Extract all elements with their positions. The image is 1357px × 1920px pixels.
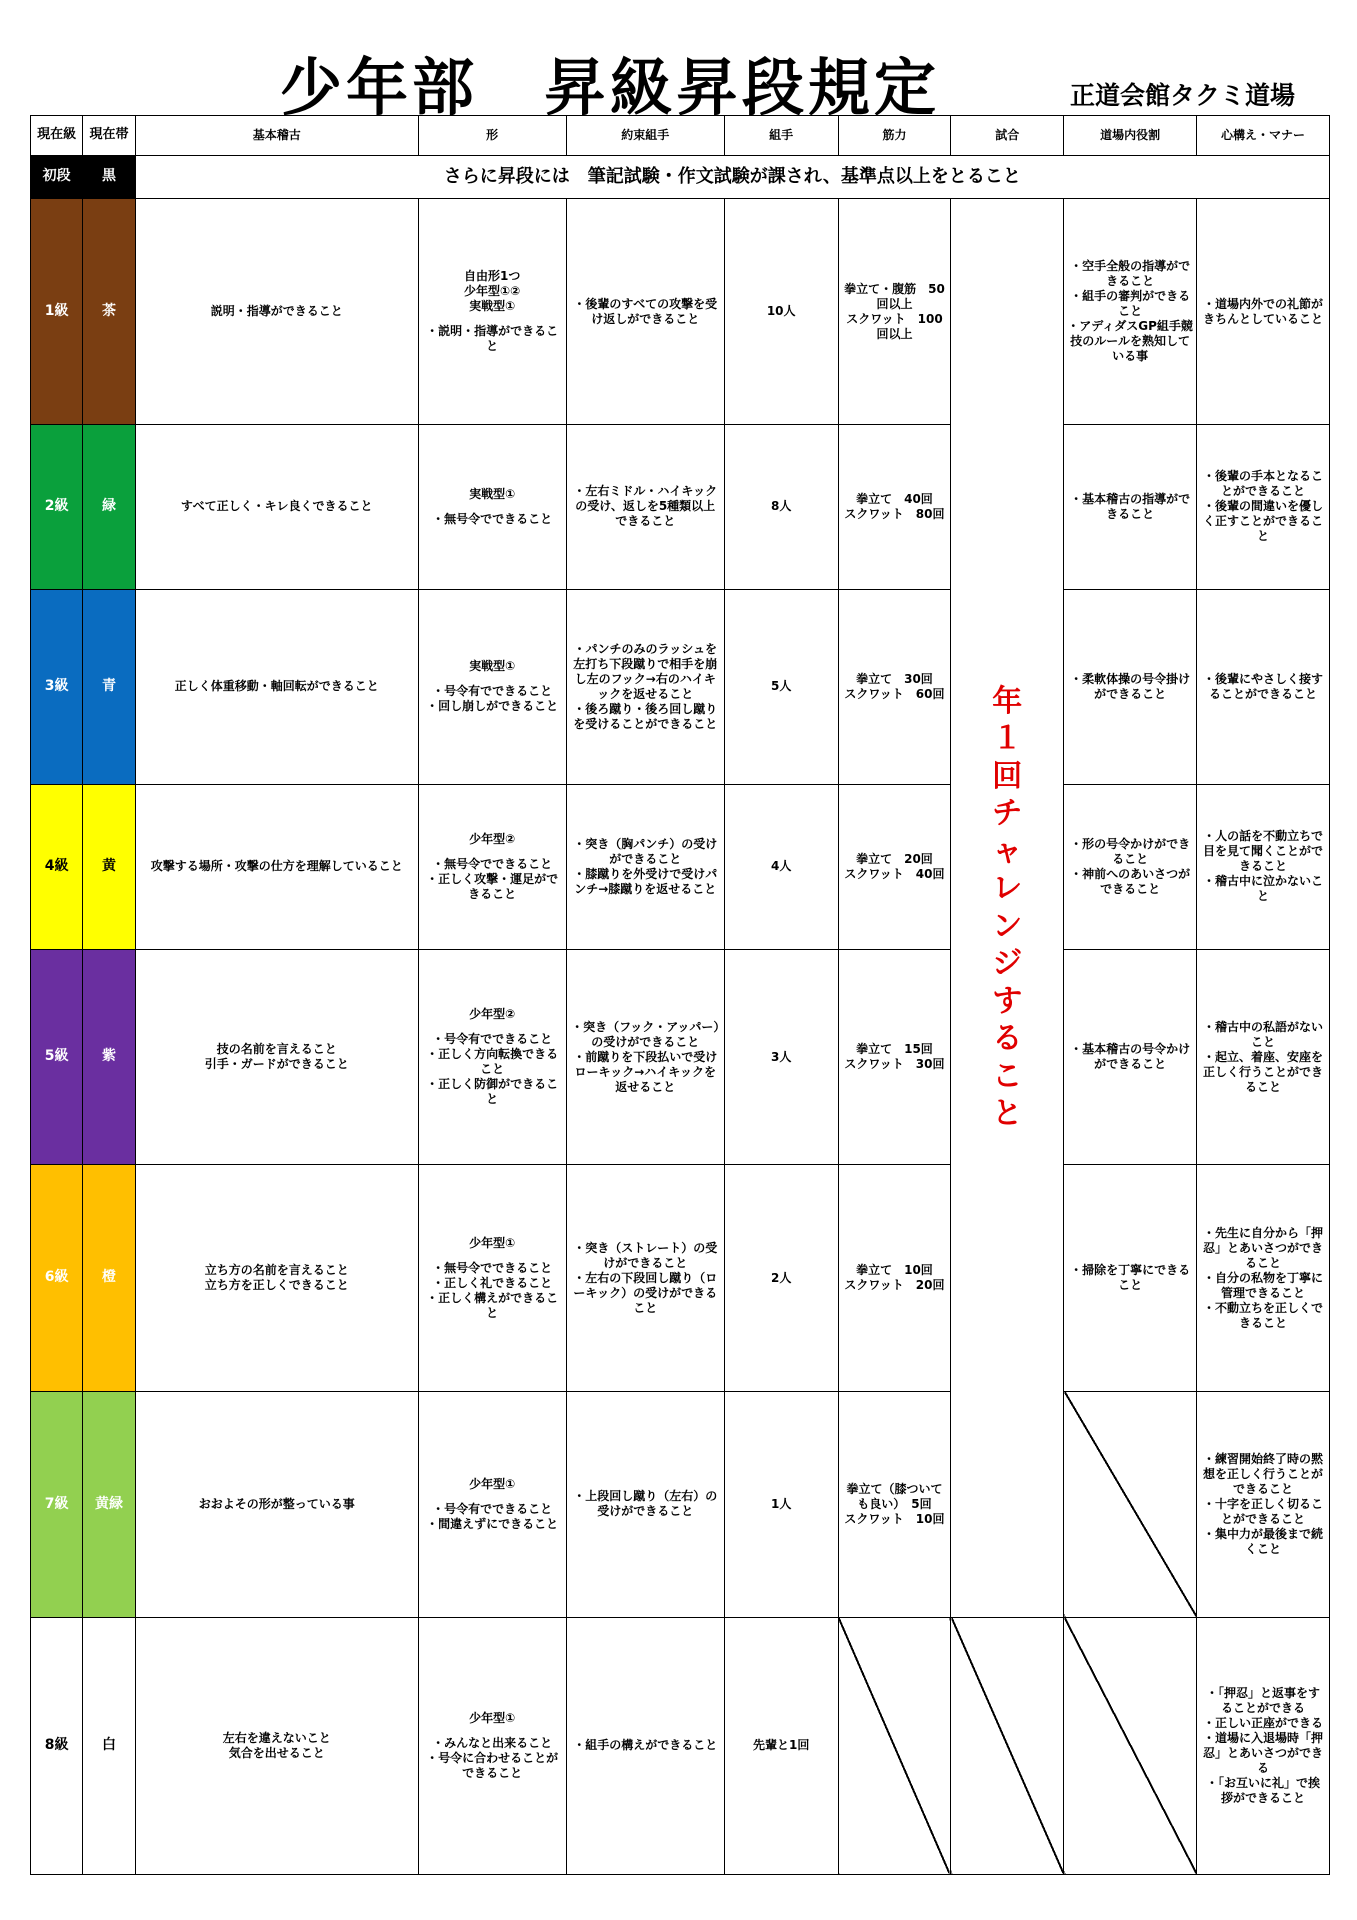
basic-cell <box>135 199 418 425</box>
yakusoku-cell <box>566 949 724 1165</box>
basic-cell-line: 正しく体重移動・軸回転ができること <box>174 679 379 694</box>
rank-requirements-table <box>30 115 1330 1875</box>
yakusoku-cell <box>566 785 724 950</box>
match-char: る <box>992 1021 1023 1057</box>
strength-cell-line: 拳立て 10回 <box>856 1263 933 1278</box>
belt-cell: 黄 <box>83 785 135 950</box>
rank-row <box>31 1391 1330 1617</box>
belt-cell: 青 <box>83 589 135 784</box>
header-yakusoku: 約束組手 <box>566 116 724 156</box>
manner-cell-line: ・後輩にやさしく接することができること <box>1203 671 1324 701</box>
strength-cell-line: 拳立て 15回 <box>856 1042 933 1057</box>
manner-cell-line: ・稽古中の私語がないこと <box>1203 1019 1324 1049</box>
kumite-cell: 1人 <box>724 1391 838 1617</box>
kata-cell <box>418 199 566 425</box>
yakusoku-cell <box>566 1165 724 1391</box>
role-cell-line: ・組手の審判ができること <box>1070 289 1191 319</box>
yakusoku-cell-line: ・突き（ストレート）の受けができること <box>573 1240 718 1270</box>
kata-cell-line: ・回し崩しができること <box>426 699 559 714</box>
basic-cell-line: 攻撃する場所・攻撃の仕方を理解していること <box>150 859 403 874</box>
basic-cell-line: 立ち方を正しくできること <box>204 1278 349 1293</box>
strength-cell-line: 拳立て 30回 <box>856 671 933 686</box>
role-cell <box>1064 589 1197 784</box>
role-cell-line: ・基本稽古の指導ができること <box>1070 491 1191 521</box>
yakusoku-cell <box>566 425 724 590</box>
strength-cell-line: スクワット 40回 <box>844 866 945 881</box>
yakusoku-cell-line: ・膝蹴りを外受けで受けパンチ→膝蹴りを返せること <box>573 866 718 896</box>
kata-cell-line <box>422 1726 563 1736</box>
manner-cell <box>1197 589 1330 784</box>
yakusoku-cell-line: ・後輩のすべての攻撃を受け返しができること <box>573 296 718 326</box>
kata-cell-line: 少年型① <box>469 1235 516 1250</box>
role-cell <box>1064 949 1197 1165</box>
kata-cell-line: 少年型① <box>469 1710 516 1725</box>
rank-row <box>31 949 1330 1165</box>
belt-cell: 橙 <box>83 1165 135 1391</box>
header-kumite: 組手 <box>724 116 838 156</box>
manner-cell <box>1197 199 1330 425</box>
level-cell: 2級 <box>31 425 83 590</box>
kumite-cell: 3人 <box>724 949 838 1165</box>
manner-cell <box>1197 949 1330 1165</box>
strength-cell <box>838 589 951 784</box>
kata-cell-line: ・正しく防御ができること <box>426 1077 559 1107</box>
match-char: 回 <box>992 758 1023 794</box>
manner-cell <box>1197 785 1330 950</box>
rank-row <box>31 785 1330 950</box>
match-cell <box>951 199 1064 1618</box>
match-char: ャ <box>992 833 1023 869</box>
manner-cell-line: ・起立、着座、安座を正しく行うことができること <box>1203 1049 1324 1094</box>
strength-cell-line: スクワット 30回 <box>844 1057 945 1072</box>
yakusoku-cell-line: ・前蹴りを下段払いで受けローキック→ハイキックを返せること <box>573 1049 718 1094</box>
shodan-note: さらに昇段には 筆記試験・作文試験が課され、基準点以上をとること <box>135 156 1329 199</box>
kata-cell-line: 自由形1つ <box>464 269 521 284</box>
role-cell <box>1064 199 1197 425</box>
kumite-cell: 10人 <box>724 199 838 425</box>
strength-cell-line: スクワット 10回 <box>844 1511 945 1526</box>
manner-cell-line: ・道場に入退場時「押忍」とあいさつができる <box>1203 1730 1324 1775</box>
match-char: ジ <box>992 946 1023 982</box>
yakusoku-cell-line: ・突き（胸パンチ）の受けができること <box>573 836 718 866</box>
strength-cell-line: スクワット 60回 <box>844 686 945 701</box>
level-cell: 8級 <box>31 1617 83 1874</box>
header-manner: 心構え・マナー <box>1197 116 1330 156</box>
manner-cell-line: ・先生に自分から「押忍」とあいさつができること <box>1203 1225 1324 1270</box>
role-cell-line: ・基本稽古の号令かけができること <box>1070 1042 1191 1072</box>
match-char: １ <box>992 721 1023 757</box>
belt-cell: 緑 <box>83 425 135 590</box>
level-cell: 4級 <box>31 785 83 950</box>
strength-cell-line: 拳立て 20回 <box>856 851 933 866</box>
kata-cell-line: 実戦型① <box>469 659 516 674</box>
kata-cell <box>418 589 566 784</box>
kata-cell-line: ・正しく礼できること <box>432 1275 553 1290</box>
strength-cell-line: スクワット 100回以上 <box>846 311 943 341</box>
strength-cell <box>838 199 951 425</box>
rank-row <box>31 589 1330 784</box>
manner-cell-line: ・正しい正座ができる <box>1203 1715 1324 1730</box>
kumite-cell: 2人 <box>724 1165 838 1391</box>
kata-cell-line: 少年型① <box>469 1476 516 1491</box>
manner-cell-line: ・道場内外での礼節がきちんとしていること <box>1203 296 1324 326</box>
kata-cell-line: ・号令に合わせることができること <box>426 1750 559 1780</box>
manner-cell-line: ・集中力が最後まで続くこと <box>1203 1526 1324 1556</box>
role-cell <box>1064 1391 1197 1617</box>
role-cell <box>1064 1617 1197 1874</box>
manner-cell-line: ・不動立ちを正しくできること <box>1203 1300 1324 1330</box>
manner-cell-line: ・人の話を不動立ちで目を見て聞くことができること <box>1203 829 1324 874</box>
shodan-belt: 黒 <box>83 156 135 199</box>
match-cell-empty <box>951 1617 1064 1874</box>
rank-row <box>31 1165 1330 1391</box>
kata-cell-line: 少年型② <box>469 831 516 846</box>
basic-cell <box>135 785 418 950</box>
kata-cell-line: ・正しく方向転換できること <box>426 1047 559 1077</box>
header-role: 道場内役割 <box>1064 116 1197 156</box>
match-char: チ <box>992 796 1023 832</box>
rank-row <box>31 425 1330 590</box>
kata-cell-line: ・説明・指導ができること <box>426 324 559 354</box>
kata-cell-line: ・正しく構えができること <box>426 1290 559 1320</box>
strength-cell-line: スクワット 80回 <box>844 506 945 521</box>
kata-cell-line: ・みんなと出来ること <box>432 1735 553 1750</box>
role-cell <box>1064 1165 1197 1391</box>
role-cell-line: ・空手全般の指導ができること <box>1070 259 1191 289</box>
kata-cell-line <box>422 502 563 512</box>
kata-cell-line <box>422 1492 563 1502</box>
kumite-cell: 8人 <box>724 425 838 590</box>
strength-cell <box>838 1165 951 1391</box>
kata-cell-line: ・号令有でできること <box>432 1501 553 1516</box>
level-cell: 5級 <box>31 949 83 1165</box>
match-char: と <box>992 1096 1023 1132</box>
role-cell-line: ・掃除を丁寧にできること <box>1070 1263 1191 1293</box>
kata-cell <box>418 425 566 590</box>
strength-cell <box>838 785 951 950</box>
kata-cell-line: 少年型①② <box>464 284 521 299</box>
role-cell-line: ・神前へのあいさつができること <box>1070 866 1191 896</box>
basic-cell <box>135 425 418 590</box>
yakusoku-cell-line: ・左右の下段回し蹴り（ローキック）の受けができること <box>573 1270 718 1315</box>
kumite-cell: 4人 <box>724 785 838 950</box>
header-current-level: 現在級 <box>31 116 83 156</box>
basic-cell <box>135 1391 418 1617</box>
kumite-cell: 5人 <box>724 589 838 784</box>
match-char: 年 <box>992 683 1023 719</box>
basic-cell-line: すべて正しく・キレ良くできること <box>180 499 373 514</box>
belt-cell: 紫 <box>83 949 135 1165</box>
strength-cell-line: 拳立て（膝ついても良い） 5回 <box>846 1481 943 1511</box>
match-char: こ <box>992 1058 1023 1094</box>
strength-cell <box>838 1391 951 1617</box>
yakusoku-cell-line: ・突き（フック・アッパー）の受けができること <box>571 1019 720 1049</box>
strength-cell-line: スクワット 20回 <box>844 1278 945 1293</box>
basic-cell <box>135 1617 418 1874</box>
kata-cell-line <box>422 847 563 857</box>
yakusoku-cell-line: ・組手の構えができること <box>573 1738 718 1753</box>
kata-cell-line: ・無号令でできること <box>432 1260 553 1275</box>
kata-cell-line: ・号令有でできること <box>432 684 553 699</box>
yakusoku-cell <box>566 589 724 784</box>
kata-cell-line: 実戦型① <box>469 299 516 314</box>
kata-cell-line <box>422 1251 563 1261</box>
manner-cell <box>1197 1617 1330 1874</box>
level-cell: 6級 <box>31 1165 83 1391</box>
manner-cell <box>1197 1391 1330 1617</box>
yakusoku-cell-line: ・左右ミドル・ハイキックの受け、返しを5種類以上できること <box>573 484 718 529</box>
strength-cell <box>838 425 951 590</box>
kata-cell-line: 少年型② <box>469 1007 516 1022</box>
yakusoku-cell-line: ・後ろ蹴り・後ろ回し蹴りを受けることができること <box>573 701 718 731</box>
basic-cell-line: おおよその形が整っている事 <box>198 1496 355 1511</box>
kata-cell-line <box>422 1022 563 1032</box>
kata-cell <box>418 1617 566 1874</box>
level-cell: 3級 <box>31 589 83 784</box>
manner-cell-line: ・十字を正しく切ることができること <box>1203 1496 1324 1526</box>
role-cell <box>1064 425 1197 590</box>
role-cell <box>1064 785 1197 950</box>
yakusoku-cell <box>566 1617 724 1874</box>
header-current-belt: 現在帯 <box>83 116 135 156</box>
yakusoku-cell <box>566 1391 724 1617</box>
basic-cell <box>135 1165 418 1391</box>
role-cell-line: ・アディダスGP組手競技のルールを熟知している事 <box>1067 319 1193 364</box>
basic-cell-line: 立ち方の名前を言えること <box>204 1263 349 1278</box>
kata-cell-line: ・無号令でできること <box>432 856 553 871</box>
kata-cell-line: ・無号令でできること <box>432 511 553 526</box>
rank-row <box>31 1617 1330 1874</box>
basic-cell <box>135 949 418 1165</box>
basic-cell-line: 説明・指導ができること <box>210 304 343 319</box>
match-vertical-text <box>954 683 1060 1133</box>
manner-cell-line: ・後輩の間違いを優しく正すことができること <box>1203 499 1324 544</box>
level-cell: 1級 <box>31 199 83 425</box>
page-title: 少年部 昇級昇段規定 <box>280 51 941 124</box>
header-strength: 筋力 <box>838 116 951 156</box>
yakusoku-cell-line: ・パンチのみのラッシュを左打ち下段蹴りで相手を崩し左のフック→右のハイキックを返せること <box>573 641 718 701</box>
strength-cell <box>838 1617 951 1874</box>
kumite-cell: 先輩と1回 <box>724 1617 838 1874</box>
kata-cell <box>418 785 566 950</box>
kata-cell-line: ・間違えずにできること <box>426 1516 559 1531</box>
level-cell: 7級 <box>31 1391 83 1617</box>
strength-cell-line: 拳立て・腹筋 50回以上 <box>844 281 945 311</box>
manner-cell-line: ・「お互いに礼」で挨拶ができること <box>1206 1775 1321 1805</box>
kata-cell <box>418 949 566 1165</box>
header-basic: 基本稽古 <box>135 116 418 156</box>
kata-cell-line: 実戦型① <box>469 486 516 501</box>
kata-cell-line <box>422 314 563 324</box>
kata-cell <box>418 1391 566 1617</box>
manner-cell-line: ・「押忍」と返事をすることができる <box>1206 1685 1321 1715</box>
basic-cell-line: 左右を違えないこと <box>222 1730 331 1745</box>
manner-cell-line: ・練習開始終了時の黙想を正しく行うことができること <box>1203 1451 1324 1496</box>
header-row <box>31 116 1330 156</box>
match-char: す <box>992 983 1023 1019</box>
header-match: 試合 <box>951 116 1064 156</box>
strength-cell-line: 拳立て 40回 <box>856 491 933 506</box>
manner-cell-line: ・自分の私物を丁寧に管理できること <box>1203 1270 1324 1300</box>
belt-cell: 茶 <box>83 199 135 425</box>
role-cell-line: ・形の号令かけができること <box>1070 836 1191 866</box>
shodan-level: 初段 <box>31 156 83 199</box>
manner-cell-line: ・稽古中に泣かないこと <box>1203 874 1324 904</box>
manner-cell <box>1197 1165 1330 1391</box>
role-cell-line: ・柔軟体操の号令掛けができること <box>1070 671 1191 701</box>
belt-cell: 白 <box>83 1617 135 1874</box>
rank-row <box>31 199 1330 425</box>
basic-cell <box>135 589 418 784</box>
basic-cell-line: 気合を出せること <box>228 1745 325 1760</box>
yakusoku-cell <box>566 199 724 425</box>
match-char: ン <box>992 908 1023 944</box>
kata-cell-line <box>422 674 563 684</box>
kata-cell-line: ・号令有でできること <box>432 1032 553 1047</box>
match-char: レ <box>992 871 1023 907</box>
dojo-name: 正道会館タクミ道場 <box>1070 81 1296 110</box>
manner-cell <box>1197 425 1330 590</box>
basic-cell-line: 技の名前を言えること <box>216 1042 337 1057</box>
yakusoku-cell-line: ・上段回し蹴り（左右）の受けができること <box>573 1489 718 1519</box>
manner-cell-line: ・後輩の手本となることができること <box>1203 469 1324 499</box>
kata-cell-line: ・正しく攻撃・運足ができること <box>426 871 559 901</box>
shodan-row <box>31 156 1330 199</box>
belt-cell: 黄緑 <box>83 1391 135 1617</box>
kata-cell <box>418 1165 566 1391</box>
header-kata: 形 <box>418 116 566 156</box>
strength-cell <box>838 949 951 1165</box>
basic-cell-line: 引手・ガードができること <box>204 1057 349 1072</box>
